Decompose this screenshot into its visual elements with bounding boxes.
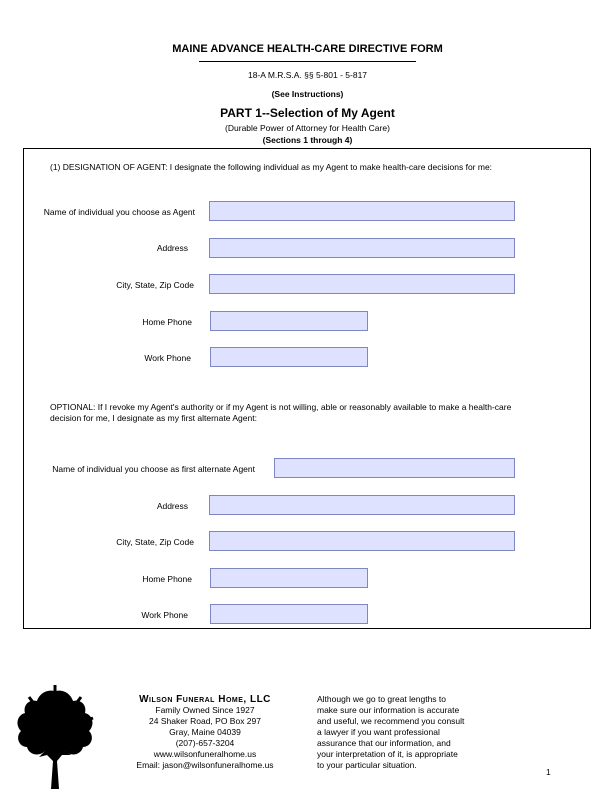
alternate-city-field[interactable]: [209, 531, 515, 551]
form-title: MAINE ADVANCE HEALTH-CARE DIRECTIVE FORM: [172, 43, 443, 55]
agent-work-phone-field[interactable]: [210, 347, 368, 367]
designation-intro: (1) DESIGNATION OF AGENT: I designate the following individual as my Agent to make health-care decisions for me:: [50, 162, 493, 172]
alternate-home-phone-field[interactable]: [210, 568, 368, 588]
funeral-home-city: Gray, Maine 04039: [169, 727, 241, 737]
funeral-home-tagline: Family Owned Since 1927: [155, 705, 255, 715]
part-subtitle: (Durable Power of Attorney for Health Care): [225, 123, 390, 133]
alternate-intro-line-2: decision for me, I designate as my first alternate Agent:: [50, 413, 257, 423]
disclaimer-line: to your particular situation.: [317, 760, 417, 770]
disclaimer-line: your interpretation of it, is appropriate: [317, 749, 458, 759]
disclaimer: [317, 694, 507, 771]
agent-address-field[interactable]: [209, 238, 515, 258]
alternate-work-phone-field[interactable]: [210, 604, 368, 624]
disclaimer-line: assurance that our information, and: [317, 738, 451, 748]
alternate-intro-line-1: OPTIONAL: If I revoke my Agent's authority or if my Agent is not willing, able or reasonably available to make a health-care: [50, 402, 512, 412]
agent-name-label: Name of individual you choose as Agent: [43, 207, 195, 217]
funeral-home-contact: [110, 694, 300, 771]
agent-home-phone-label: Home Phone: [142, 317, 192, 327]
funeral-home-website[interactable]: www.wilsonfuneralhome.us: [153, 749, 257, 759]
agent-home-phone-field[interactable]: [210, 311, 368, 331]
alternate-name-label: Name of individual you choose as first alternate Agent: [52, 464, 255, 474]
part-title: PART 1--Selection of My Agent: [220, 106, 395, 120]
disclaimer-line: Although we go to great lengths to: [317, 694, 447, 704]
alternate-city-label: City, State, Zip Code: [116, 537, 194, 547]
alternate-address-field[interactable]: [209, 495, 515, 515]
alternate-home-phone-label: Home Phone: [142, 574, 192, 584]
agent-name-field[interactable]: [209, 201, 515, 221]
alternate-address-label: Address: [156, 501, 188, 511]
agent-city-field[interactable]: [209, 274, 515, 294]
see-instructions: (See Instructions): [271, 89, 344, 99]
funeral-home-email[interactable]: Email: jason@wilsonfuneralhome.us: [136, 760, 274, 770]
agent-city-label: City, State, Zip Code: [116, 280, 194, 290]
disclaimer-line: a lawyer if you want professional: [317, 727, 440, 737]
page-number: 1: [546, 767, 551, 777]
disclaimer-line: and useful, we recommend you consult: [317, 716, 465, 726]
funeral-home-name: Wilson Funeral Home, LLC: [139, 694, 271, 705]
agent-work-phone-label: Work Phone: [144, 353, 191, 363]
tree-logo-icon: [15, 685, 95, 790]
funeral-home-street: 24 Shaker Road, PO Box 297: [149, 716, 261, 726]
funeral-home-phone: (207)-657-3204: [175, 738, 235, 748]
part-sections: (Sections 1 through 4): [262, 135, 353, 145]
alternate-work-phone-label: Work Phone: [141, 610, 188, 620]
agent-address-label: Address: [156, 243, 188, 253]
disclaimer-line: make sure our information is accurate: [317, 705, 460, 715]
title-underline: [199, 61, 416, 62]
statute-reference: 18-A M.R.S.A. §§ 5-801 - 5-817: [247, 70, 368, 80]
alternate-name-field[interactable]: [274, 458, 515, 478]
